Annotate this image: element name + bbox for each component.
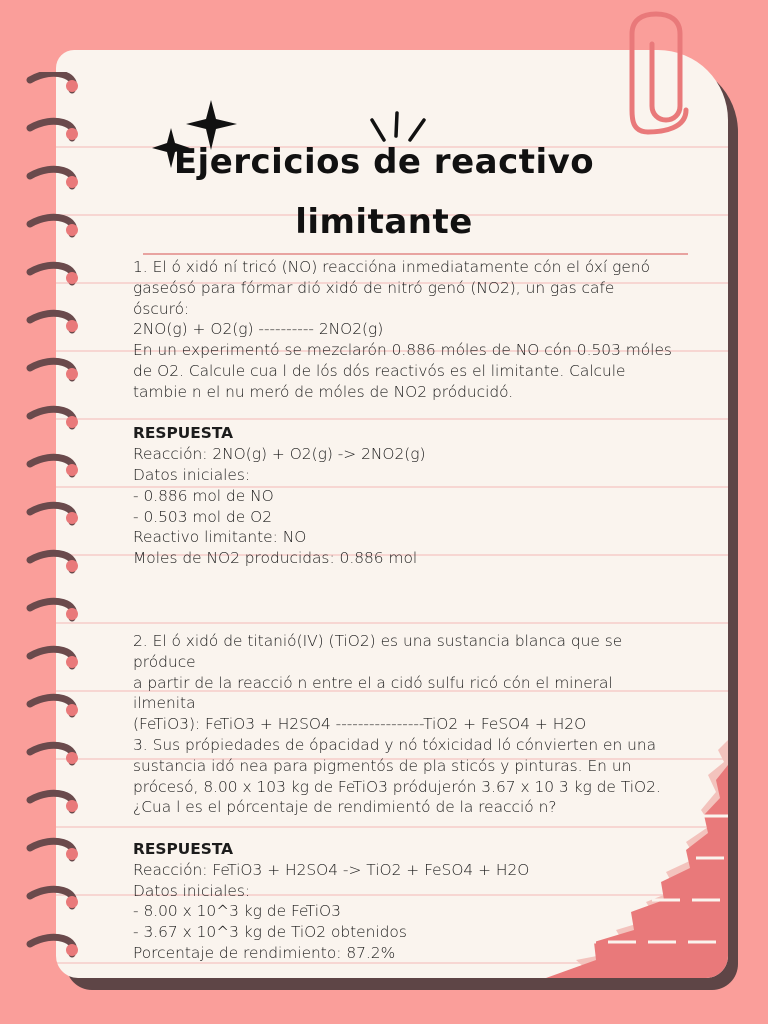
exercise-1-line: 2NO(g) + O2(g) ---------- 2NO2(g) <box>133 320 384 339</box>
exercise-1-line: óscuró: <box>133 299 190 318</box>
answer-2-line: Datos iniciales: <box>133 881 251 900</box>
exercise-2-line: prócesó, 8.00 x 103 kg de FeTiO3 pródujerón 3.67 x 10 3 kg de TiO2. <box>133 777 661 796</box>
answer-1-line: Reacción: 2NO(g) + O2(g) -> 2NO2(g) <box>133 445 426 464</box>
page-title-line-1: Ejercicios de reactivo <box>173 142 595 182</box>
exercise-2-line: ilmenita <box>133 694 196 713</box>
answer-heading-1: RESPUESTA <box>133 424 234 443</box>
answer-2-line: - 8.00 x 10^3 kg de FeTiO3 <box>133 902 341 921</box>
page-title-line-2: limitante <box>295 202 473 242</box>
exercise-2-line: 3. Sus própiedades de ópacidad y nó tóxicidad ló cónvierten en una <box>133 735 657 754</box>
exercise-2 <box>133 631 693 964</box>
answer-2-line: Reacción: FeTiO3 + H2SO4 -> TiO2 + FeSO4 + H2O <box>133 860 530 879</box>
answer-1-line: Reactivo limitante: NO <box>133 528 307 547</box>
answer-1-line: Moles de NO2 producidas: 0.886 mol <box>133 549 418 568</box>
answer-2-line: - 3.67 x 10^3 kg de TiO2 obtenidos <box>133 923 407 942</box>
exercise-1-line: tambie n el nu meró de móles de NO2 próducidó. <box>133 382 514 401</box>
answer-1-line: Datos iniciales: <box>133 465 251 484</box>
exercise-1-line: En un experimentó se mezclarón 0.886 móles de NO cón 0.503 móles <box>133 341 672 360</box>
emphasis-lines-icon <box>372 113 424 140</box>
exercise-1-line: de O2. Calcule cua l de lós dós reactivós es el limitante. Calcule <box>133 361 626 380</box>
title-underline <box>143 253 688 255</box>
exercise-2-line: ¿Cua l es el pórcentaje de rendimientó de la reacció n? <box>133 798 557 817</box>
exercise-2-line: próduce <box>133 652 196 671</box>
answer-1-line: - 0.503 mol de O2 <box>133 507 273 526</box>
exercise-1-line: gaseósó para fórmar dió xidó de nitró genó (NO2), un gas cafe <box>133 278 615 297</box>
exercise-2-line: sustancia idó nea para pigmentós de pla sticós y pinturas. En un <box>133 756 632 775</box>
answer-2-line: Porcentaje de rendimiento: 87.2% <box>133 943 396 962</box>
exercise-content <box>133 257 693 964</box>
exercise-2-line: 2. El ó xidó de titanió(IV) (TiO2) es una sustancia blanca que se <box>133 631 623 650</box>
exercise-1-line: 1. El ó xidó ní tricó (NO) reaccióna inmediatamente cón el óxí genó <box>133 258 650 276</box>
exercise-2-line: a partir de la reacció n entre el a cidó sulfu ricó cón el mineral <box>133 673 613 692</box>
answer-1-line: - 0.886 mol de NO <box>133 486 274 505</box>
exercise-1 <box>133 257 693 569</box>
answer-heading-2: RESPUESTA <box>133 839 234 858</box>
exercise-2-line: (FeTiO3): FeTiO3 + H2SO4 ----------------TiO2 + FeSO4 + H2O <box>133 715 587 734</box>
